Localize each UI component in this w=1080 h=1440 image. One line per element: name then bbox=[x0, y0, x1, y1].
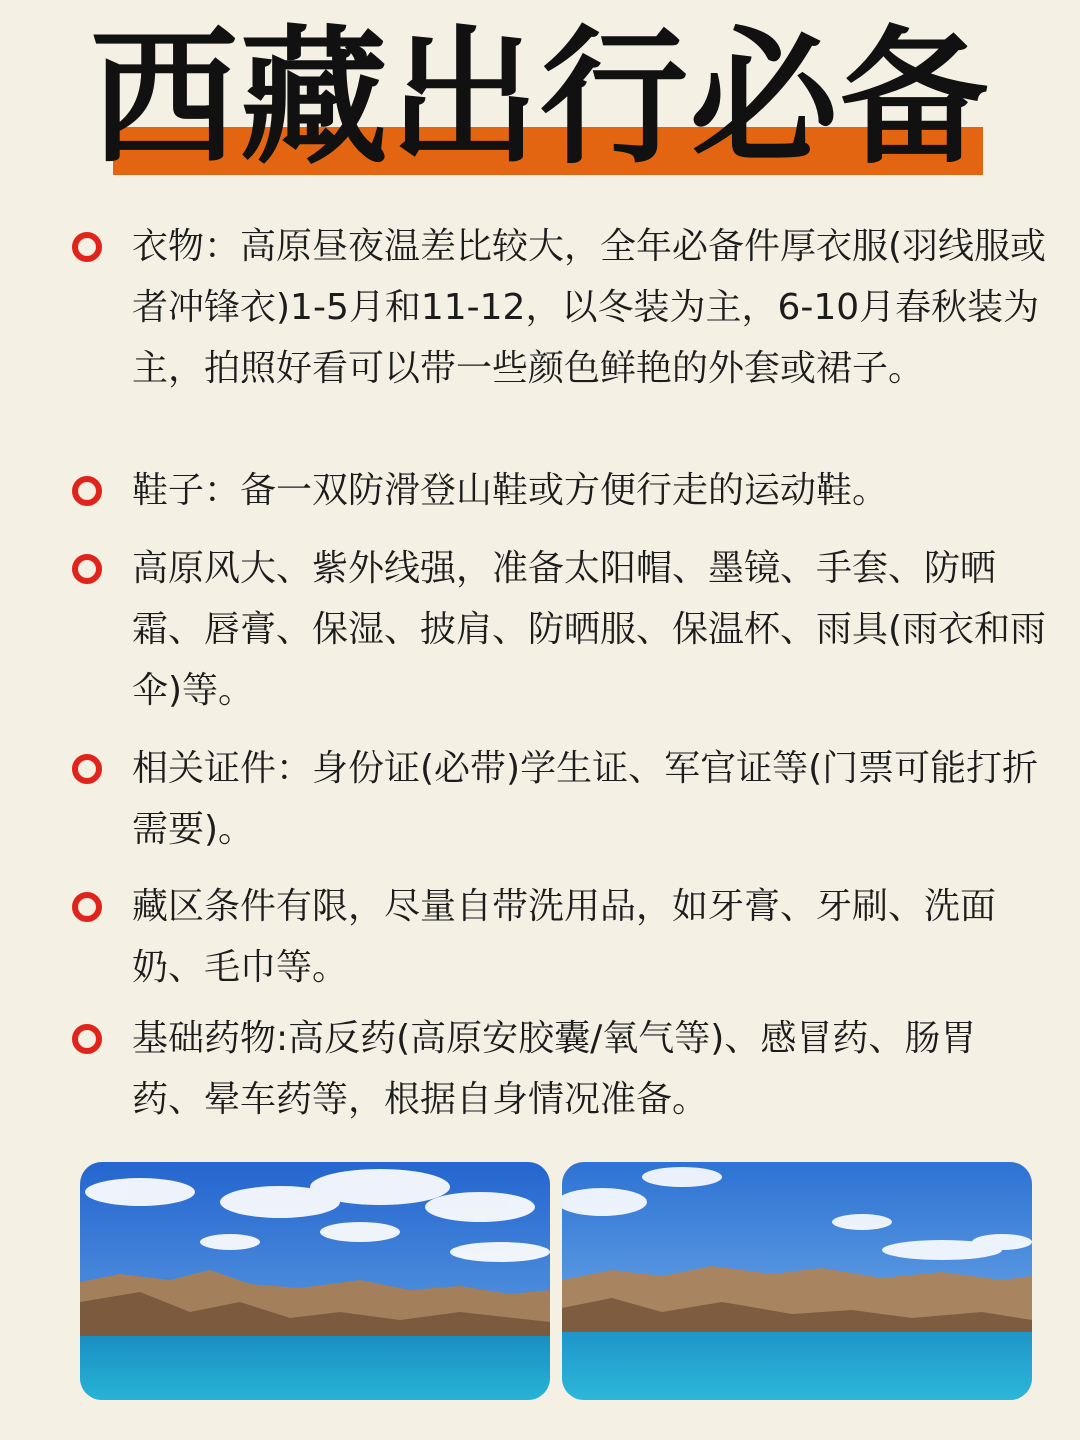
photo-gallery bbox=[80, 1162, 1032, 1400]
checklist bbox=[68, 216, 1048, 1138]
circle-bullet-icon bbox=[72, 892, 102, 922]
list-item bbox=[68, 876, 1048, 1008]
circle-bullet-icon bbox=[72, 1024, 102, 1054]
list-item bbox=[68, 538, 1048, 738]
page-title: 西藏出行必备 bbox=[90, 12, 990, 184]
item-text: 藏区条件有限，尽量自带洗用品，如牙膏、牙刷、洗面奶、毛巾等。 bbox=[132, 886, 997, 988]
lake-landscape-icon bbox=[80, 1162, 550, 1400]
title-banner bbox=[0, 0, 1080, 200]
item-text: 衣物：高原昼夜温差比较大，全年必备件厚衣服(羽线服或者冲锋衣)1-5月和11-12，以冬装为主，6-10月春秋装为主，拍照好看可以带一些颜色鲜艳的外套或裙子。 bbox=[132, 226, 1047, 389]
circle-bullet-icon bbox=[72, 754, 102, 784]
item-text: 基础药物:高反药(高原安胶囊/氧气等)、感冒药、肠胃药、晕车药等，根据自身情况准备。 bbox=[132, 1018, 977, 1120]
lake-landscape-icon bbox=[562, 1162, 1032, 1400]
circle-bullet-icon bbox=[72, 476, 102, 506]
item-text: 高原风大、紫外线强，准备太阳帽、墨镜、手套、防晒霜、唇膏、保湿、披肩、防晒服、保温杯、雨具(雨衣和雨伞)等。 bbox=[132, 548, 1047, 711]
circle-bullet-icon bbox=[72, 554, 102, 584]
lake-landscape-photo bbox=[562, 1162, 1032, 1400]
list-item bbox=[68, 216, 1048, 460]
item-text: 相关证件：身份证(必带)学生证、军官证等(门票可能打折需要)。 bbox=[132, 748, 1039, 850]
item-text: 鞋子：备一双防滑登山鞋或方便行走的运动鞋。 bbox=[132, 470, 889, 511]
list-item bbox=[68, 738, 1048, 876]
lake-landscape-photo bbox=[80, 1162, 550, 1400]
circle-bullet-icon bbox=[72, 232, 102, 262]
list-item bbox=[68, 1008, 1048, 1138]
list-item bbox=[68, 460, 1048, 538]
